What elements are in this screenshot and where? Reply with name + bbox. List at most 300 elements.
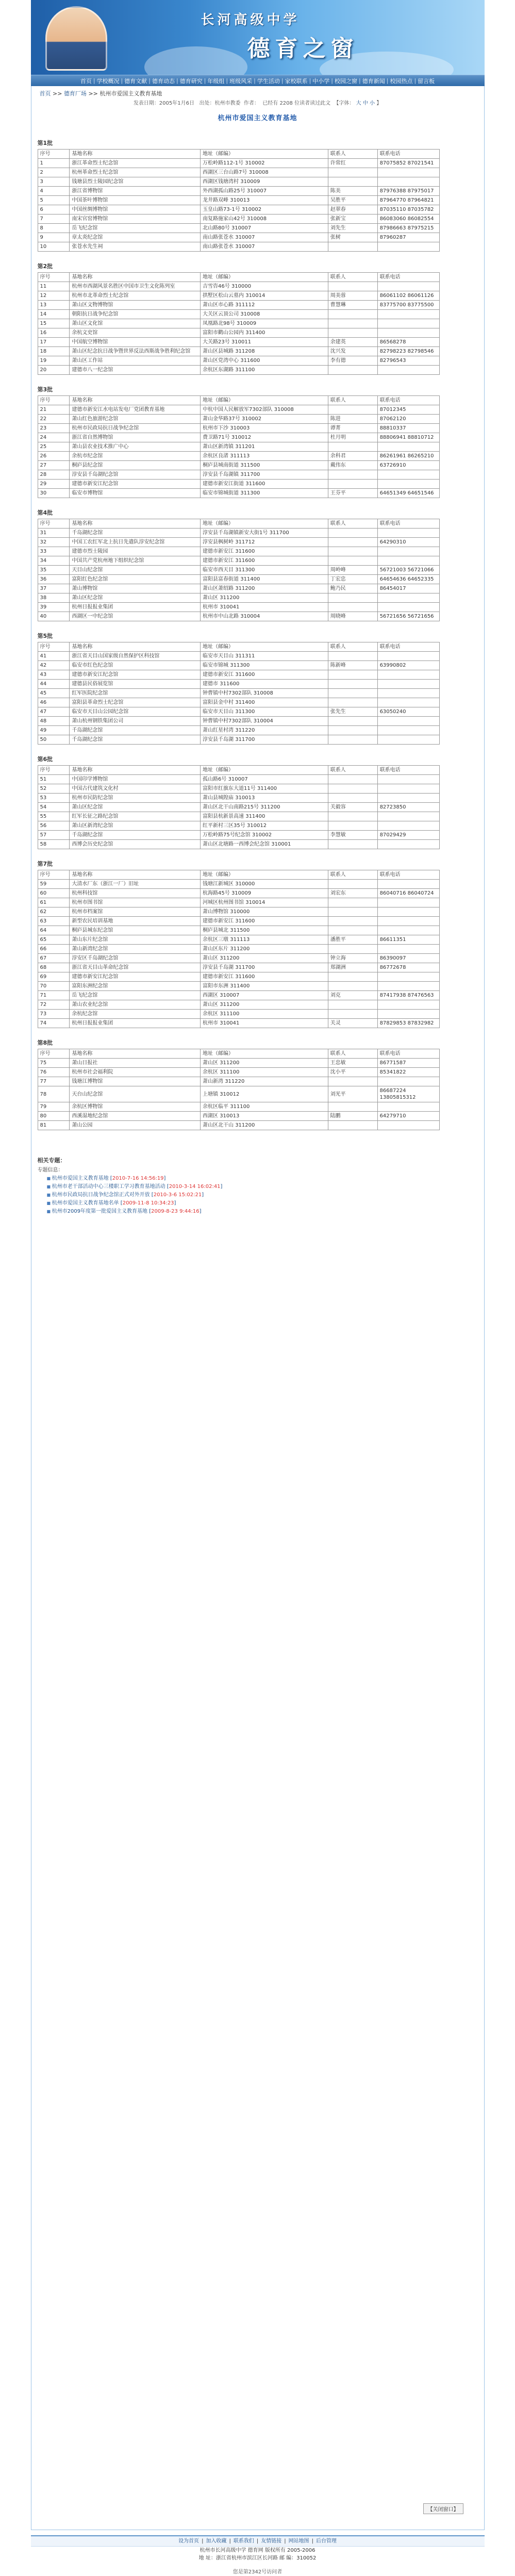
table-cell: 建德市八一纪念馆 bbox=[70, 366, 201, 375]
table-cell bbox=[328, 812, 377, 821]
table-cell bbox=[377, 168, 439, 177]
table-cell: 81 bbox=[38, 1121, 70, 1130]
table-cell: 淳安县枫树岭 311712 bbox=[201, 538, 328, 547]
table-row bbox=[38, 784, 439, 794]
table-cell bbox=[377, 282, 439, 291]
table-cell: 新型农民培训基地 bbox=[70, 917, 201, 926]
table-header-row bbox=[38, 870, 439, 880]
table-cell: 西溪湿地纪念馆 bbox=[70, 1112, 201, 1121]
table-cell: 27 bbox=[38, 461, 70, 470]
footer-address: 地 址：浙江省杭州市滨江区长河路 邮 编：310052 bbox=[198, 2555, 317, 2561]
table-row bbox=[38, 1068, 439, 1077]
related-item-text[interactable]: 杭州市爱国主义教育基地名单 bbox=[52, 1200, 119, 1206]
table-cell: 潘胜平 bbox=[328, 935, 377, 945]
table-header-row bbox=[38, 1049, 439, 1059]
table-row bbox=[38, 187, 439, 196]
table-cell: 47 bbox=[38, 707, 70, 717]
related-item[interactable]: ■ 杭州市民政局抗日战争纪念馆正式对外开放 [2010-3-6 15:02:21] bbox=[47, 1191, 478, 1199]
table-cell bbox=[328, 840, 377, 849]
table-cell: 浙江革命烈士纪念馆 bbox=[70, 159, 201, 168]
nav-item[interactable]: 德育文献 bbox=[124, 77, 147, 85]
related-item[interactable]: ■ 杭州市老干部活动中心三楼职工学习教育基地活动 [2010-3-14 16:02:41] bbox=[47, 1183, 478, 1191]
table-cell: 56 bbox=[38, 821, 70, 831]
table-cell bbox=[328, 917, 377, 926]
table-cell: 钟曹镇中村7302部队 310004 bbox=[201, 717, 328, 726]
table-cell: 南山路张苍水 310007 bbox=[201, 242, 328, 252]
table-cell: 42 bbox=[38, 661, 70, 670]
table-cell: 80 bbox=[38, 1112, 70, 1121]
table-row bbox=[38, 566, 439, 575]
nav-item[interactable]: 德育动态 bbox=[152, 77, 175, 85]
table-cell: 中国工农红军北上抗日先遣队淳安纪念馆 bbox=[70, 538, 201, 547]
table-cell: 24 bbox=[38, 433, 70, 442]
table-cell: 萧山公园 bbox=[70, 1121, 201, 1130]
table-row bbox=[38, 1000, 439, 1010]
table-cell: 54 bbox=[38, 803, 70, 812]
table-cell: 桐庐县纪念馆 bbox=[70, 461, 201, 470]
related-item[interactable]: ■ 杭州市爱国主义教育基地名单 [2009-11-8 10:34:23] bbox=[47, 1199, 478, 1208]
table-cell: 钟立海 bbox=[328, 954, 377, 963]
table-cell: 萧山红色旅游纪念馆 bbox=[70, 415, 201, 424]
related-item[interactable]: ■ 杭州市爱国主义教育基地 [2010-7-16 14:56:19] bbox=[47, 1175, 478, 1183]
table-cell: 临安市天目山 311300 bbox=[201, 707, 328, 717]
table-row bbox=[38, 726, 439, 735]
table-cell: 张先生 bbox=[328, 707, 377, 717]
table-row bbox=[38, 328, 439, 338]
table-cell: 中国古代建筑文化村 bbox=[70, 784, 201, 794]
table-cell bbox=[377, 319, 439, 328]
table-row bbox=[38, 442, 439, 452]
table-cell: 44 bbox=[38, 680, 70, 689]
table-header-cell: 联系电话 bbox=[377, 396, 439, 405]
table-cell: 杜月明 bbox=[328, 433, 377, 442]
table-cell: 75 bbox=[38, 1059, 70, 1068]
table-cell: 沈小平 bbox=[328, 1068, 377, 1077]
table-cell: 69 bbox=[38, 972, 70, 982]
nav-separator: | bbox=[93, 77, 95, 84]
related-item-text[interactable]: 杭州市2009年度第一批爱国主义教育基地 bbox=[52, 1209, 148, 1214]
table-cell: 沈兴发 bbox=[328, 347, 377, 356]
table-row bbox=[38, 982, 439, 991]
table-cell bbox=[328, 319, 377, 328]
table-cell: 天目山纪念馆 bbox=[70, 566, 201, 575]
table-cell bbox=[328, 880, 377, 889]
table-row bbox=[38, 1102, 439, 1112]
table-row bbox=[38, 917, 439, 926]
header-banner bbox=[31, 0, 485, 75]
table-cell: 吴胜平 bbox=[328, 196, 377, 205]
table-cell bbox=[377, 972, 439, 982]
table-cell: 凤凰路北98号 310009 bbox=[201, 319, 328, 328]
table-cell: 富阳红色纪念馆 bbox=[70, 575, 201, 584]
table-cell: 钟曹镇中村7302部队 310008 bbox=[201, 689, 328, 698]
close-window-button[interactable]: 【关闭窗口】 bbox=[423, 2503, 463, 2514]
nav-item[interactable]: 家校联系 bbox=[285, 77, 308, 85]
table-cell: 千岛湖纪念馆 bbox=[70, 735, 201, 745]
table-header-cell: 联系人 bbox=[328, 519, 377, 529]
nav-item[interactable]: 学校概况 bbox=[96, 77, 120, 85]
table-cell: 88810337 bbox=[377, 424, 439, 433]
table-header-row bbox=[38, 766, 439, 775]
related-item[interactable]: ■ 杭州市2009年度第一批爱国主义教育基地 [2009-8-23 9:44:16] bbox=[47, 1208, 478, 1216]
table-cell: 56721656 56721656 bbox=[377, 612, 439, 621]
table-cell: 临安市锦城街道 311300 bbox=[201, 489, 328, 498]
table-cell bbox=[377, 735, 439, 745]
table-cell bbox=[377, 926, 439, 935]
table-cell: 86040716 86040724 bbox=[377, 889, 439, 898]
table-cell bbox=[377, 784, 439, 794]
table-cell: 富阳县金中村 311400 bbox=[201, 698, 328, 707]
crumb-sep: >> bbox=[88, 90, 98, 97]
table-cell bbox=[377, 670, 439, 680]
table-cell bbox=[377, 717, 439, 726]
table-cell: 建德市新安江纪念馆 bbox=[70, 972, 201, 982]
table-cell: 萧山金华路37号 310002 bbox=[201, 415, 328, 424]
table-cell bbox=[377, 794, 439, 803]
breadcrumb bbox=[38, 89, 478, 98]
table-cell: 37 bbox=[38, 584, 70, 593]
table-cell: 49 bbox=[38, 726, 70, 735]
table-cell: 杭州市 310041 bbox=[201, 603, 328, 612]
table-cell: 64654636 64652335 bbox=[377, 575, 439, 584]
table-cell: 萧山县城隍庙 310013 bbox=[201, 794, 328, 803]
table-cell: 11 bbox=[38, 282, 70, 291]
crumb-home[interactable]: 首页 bbox=[39, 90, 51, 97]
table-row bbox=[38, 480, 439, 489]
table-header-cell: 基地名称 bbox=[70, 766, 201, 775]
table-cell bbox=[328, 1121, 377, 1130]
nav-separator: | bbox=[121, 77, 123, 84]
table-cell: 86061102 86061126 bbox=[377, 291, 439, 301]
table-cell: 萧山区 311200 bbox=[201, 954, 328, 963]
table-cell: 西湖区三台山路7号 310008 bbox=[201, 168, 328, 177]
table-cell: 红军长征之路纪念馆 bbox=[70, 812, 201, 821]
table-cell bbox=[328, 698, 377, 707]
table-cell: 杭州市中山北路 310004 bbox=[201, 612, 328, 621]
table-cell: 46 bbox=[38, 698, 70, 707]
table-cell bbox=[377, 593, 439, 603]
table-header-cell: 基地名称 bbox=[70, 519, 201, 529]
table-cell: 86772678 bbox=[377, 963, 439, 972]
related-item-text[interactable]: 杭州市爱国主义教育基地 bbox=[52, 1176, 109, 1181]
table-cell bbox=[328, 680, 377, 689]
table-cell bbox=[328, 982, 377, 991]
table-cell bbox=[328, 593, 377, 603]
table-cell: 41 bbox=[38, 652, 70, 661]
table-cell: 中国航空博物馆 bbox=[70, 338, 201, 347]
table-cell: 吉雪咨46号 310000 bbox=[201, 282, 328, 291]
base-table bbox=[38, 765, 440, 849]
footer-link[interactable]: 友情链接 bbox=[261, 2538, 282, 2544]
footer-link[interactable]: 加入收藏 bbox=[206, 2538, 227, 2544]
table-header-cell: 序号 bbox=[38, 273, 70, 282]
table-cell: 36 bbox=[38, 575, 70, 584]
table-cell: 钱塘江新城区 310000 bbox=[201, 880, 328, 889]
font-size-end: 】 bbox=[376, 101, 382, 106]
font-small-link[interactable]: 小 bbox=[370, 101, 375, 106]
table-row bbox=[38, 575, 439, 584]
table-cell bbox=[328, 310, 377, 319]
related-item-date: 2010-3-14 16:02:41 bbox=[169, 1184, 221, 1190]
table-cell: 萧山东片纪念馆 bbox=[70, 935, 201, 945]
table-cell bbox=[328, 775, 377, 784]
table-cell: 南宋官窑博物馆 bbox=[70, 214, 201, 224]
table-cell: 萧山博物馆 310000 bbox=[201, 907, 328, 917]
table-cell bbox=[328, 328, 377, 338]
table-row bbox=[38, 461, 439, 470]
table-cell: 萧山新湾 311220 bbox=[201, 1077, 328, 1086]
font-large-link[interactable]: 大 bbox=[356, 101, 361, 106]
table-cell: 红平新村三区35号 310012 bbox=[201, 821, 328, 831]
nav-item[interactable]: 德育研究 bbox=[179, 77, 203, 85]
table-cell: 丁宏忠 bbox=[328, 575, 377, 584]
base-table bbox=[38, 642, 440, 745]
table-cell bbox=[328, 547, 377, 556]
nav-separator: | bbox=[309, 77, 311, 84]
table-cell: 淳安县千岛湖纪念馆 bbox=[70, 470, 201, 480]
footer-link[interactable]: 联系我们 bbox=[233, 2538, 254, 2544]
table-cell: 钱塘县烈士陵园纪念馆 bbox=[70, 177, 201, 187]
table-cell: 余杭区 311100 bbox=[201, 1068, 328, 1077]
table-row bbox=[38, 889, 439, 898]
table-cell: 15 bbox=[38, 319, 70, 328]
table-cell: 38 bbox=[38, 593, 70, 603]
table-cell bbox=[328, 972, 377, 982]
table-row bbox=[38, 840, 439, 849]
table-header-cell: 联系电话 bbox=[377, 519, 439, 529]
table-cell: 萧山区新湾纪念馆 bbox=[70, 821, 201, 831]
table-row bbox=[38, 242, 439, 252]
table-cell: 刘光平 bbox=[328, 1086, 377, 1102]
table-row bbox=[38, 177, 439, 187]
nav-item[interactable]: 年级组 bbox=[207, 77, 225, 85]
table-cell: 25 bbox=[38, 442, 70, 452]
table-cell: 57 bbox=[38, 831, 70, 840]
table-cell: 余杭文史馆 bbox=[70, 328, 201, 338]
related-item-text[interactable]: 杭州市老干部活动中心三楼职工学习教育基地活动 bbox=[52, 1184, 165, 1190]
table-cell: 66 bbox=[38, 945, 70, 954]
read-count: 已经有 2208 位读者读过此文 bbox=[262, 101, 331, 106]
table-cell: 萧山区 311200 bbox=[201, 1000, 328, 1010]
table-row bbox=[38, 707, 439, 717]
table-row bbox=[38, 196, 439, 205]
table-cell bbox=[377, 898, 439, 907]
table-cell: 临安市西天目 311300 bbox=[201, 566, 328, 575]
table-row bbox=[38, 538, 439, 547]
table-cell: 建德市新安江 311600 bbox=[201, 917, 328, 926]
table-row bbox=[38, 205, 439, 214]
table-cell: 浙江省天目山国家级自然保护区科技馆 bbox=[70, 652, 201, 661]
table-cell bbox=[328, 821, 377, 831]
main-content bbox=[31, 86, 485, 2530]
table-cell: 70 bbox=[38, 982, 70, 991]
table-header-cell: 联系人 bbox=[328, 766, 377, 775]
table-cell: 86083060 86082554 bbox=[377, 214, 439, 224]
table-cell: 64290310 bbox=[377, 538, 439, 547]
table-cell: 杭海路45号 310009 bbox=[201, 889, 328, 898]
table-cell: 萧山日报社 bbox=[70, 1059, 201, 1068]
table-cell: 陈新峰 bbox=[328, 661, 377, 670]
table-row bbox=[38, 470, 439, 480]
table-cell bbox=[377, 547, 439, 556]
table-cell: 杭州市西湖风景名胜区中国市卫生文化陈列室 bbox=[70, 282, 201, 291]
table-cell: 杭州市档案馆 bbox=[70, 907, 201, 917]
table-cell: 86568278 bbox=[377, 338, 439, 347]
footer-link[interactable]: 后台管理 bbox=[315, 2538, 337, 2544]
nav-item[interactable]: 校园之窗 bbox=[335, 77, 358, 85]
nav-separator: | bbox=[281, 77, 284, 84]
table-row bbox=[38, 159, 439, 168]
nav-item[interactable]: 德育新闻 bbox=[362, 77, 385, 85]
table-cell: 中国共产党杭州地下组织纪念馆 bbox=[70, 556, 201, 566]
table-cell: 杭州日报报业集团 bbox=[70, 603, 201, 612]
table-cell: 77 bbox=[38, 1077, 70, 1086]
table-cell: 87964770 87964821 bbox=[377, 196, 439, 205]
table-row bbox=[38, 319, 439, 328]
base-table bbox=[38, 272, 440, 375]
table-header-cell: 基地名称 bbox=[70, 396, 201, 405]
table-cell bbox=[328, 926, 377, 935]
table-cell bbox=[377, 442, 439, 452]
related-item-text[interactable]: 杭州市民政局抗日战争纪念馆正式对外开放 bbox=[52, 1192, 150, 1198]
table-cell: 大清水厂东（浙江一厂）旧址 bbox=[70, 880, 201, 889]
table-row bbox=[38, 926, 439, 935]
table-cell: 62 bbox=[38, 907, 70, 917]
table-header-cell: 联系电话 bbox=[377, 642, 439, 652]
table-cell: 王忠敏 bbox=[328, 1059, 377, 1068]
table-cell bbox=[328, 689, 377, 698]
table-cell bbox=[328, 603, 377, 612]
banner-slogan: 德育之窗 bbox=[247, 36, 359, 62]
table-cell: 萧山区纪念馆 bbox=[70, 593, 201, 603]
table-cell bbox=[328, 898, 377, 907]
table-cell bbox=[328, 907, 377, 917]
table-cell: 孤山路6号 310007 bbox=[201, 775, 328, 784]
table-cell: 萧山区纪念馆 bbox=[70, 803, 201, 812]
font-medium-link[interactable]: 中 bbox=[362, 101, 368, 106]
table-cell bbox=[377, 556, 439, 566]
table-cell: 萧山区北塘路一西博会纪念馆 310001 bbox=[201, 840, 328, 849]
table-cell: 19 bbox=[38, 356, 70, 366]
table-cell bbox=[328, 717, 377, 726]
crumb-item[interactable]: 德育厂场 bbox=[63, 90, 87, 97]
batch-title: 第1批 bbox=[37, 140, 53, 146]
table-cell: 中国茶叶博物馆 bbox=[70, 196, 201, 205]
table-row bbox=[38, 1019, 439, 1028]
table-cell: 杭州科技馆 bbox=[70, 889, 201, 898]
table-header-cell: 基地名称 bbox=[70, 150, 201, 159]
table-cell: 萧山区北干山 311200 bbox=[201, 1121, 328, 1130]
table-row bbox=[38, 1112, 439, 1121]
table-cell bbox=[377, 310, 439, 319]
table-cell: 63 bbox=[38, 917, 70, 926]
table-row bbox=[38, 1077, 439, 1086]
table-cell: 63726910 bbox=[377, 461, 439, 470]
table-cell bbox=[377, 945, 439, 954]
table-cell: 86454017 bbox=[377, 584, 439, 593]
table-row bbox=[38, 821, 439, 831]
footer-link[interactable]: 设为首页 bbox=[178, 2538, 200, 2544]
base-table bbox=[38, 1049, 440, 1130]
table-cell: 9 bbox=[38, 233, 70, 242]
table-cell: 87829853 87832982 bbox=[377, 1019, 439, 1028]
table-row bbox=[38, 584, 439, 593]
table-cell: 1 bbox=[38, 159, 70, 168]
table-cell: 西博会历史纪念馆 bbox=[70, 840, 201, 849]
table-cell bbox=[377, 680, 439, 689]
table-header-row bbox=[38, 519, 439, 529]
table-header-cell: 基地名称 bbox=[70, 1049, 201, 1059]
nav-item[interactable]: 留言板 bbox=[418, 77, 435, 85]
table-cell bbox=[377, 821, 439, 831]
top-nav bbox=[31, 75, 485, 86]
table-row bbox=[38, 1059, 439, 1068]
table-cell: 萧山区工作站 bbox=[70, 356, 201, 366]
table-cell: 余科君 bbox=[328, 452, 377, 461]
table-cell: 33 bbox=[38, 547, 70, 556]
table-cell: 51 bbox=[38, 775, 70, 784]
table-row bbox=[38, 338, 439, 347]
table-cell: 萧山区 311200 bbox=[201, 593, 328, 603]
table-cell: 14 bbox=[38, 310, 70, 319]
table-cell: 千岛湖纪念馆 bbox=[70, 831, 201, 840]
table-cell: 萧山区 311200 bbox=[201, 1059, 328, 1068]
footer-link[interactable]: 网站地图 bbox=[288, 2538, 309, 2544]
table-cell bbox=[328, 480, 377, 489]
nav-item[interactable]: 学生活动 bbox=[257, 77, 280, 85]
table-cell: 谭菁 bbox=[328, 424, 377, 433]
table-cell: 63050240 bbox=[377, 707, 439, 717]
table-row bbox=[38, 233, 439, 242]
table-cell: 52 bbox=[38, 784, 70, 794]
table-row bbox=[38, 347, 439, 356]
table-cell: 钱塘江博物馆 bbox=[70, 1077, 201, 1086]
table-cell: 杭州市民政局抗日战争纪念馆 bbox=[70, 424, 201, 433]
table-cell bbox=[377, 917, 439, 926]
table-row bbox=[38, 593, 439, 603]
related-item-date: 2010-3-6 15:02:21 bbox=[153, 1192, 202, 1198]
table-header-cell: 序号 bbox=[38, 150, 70, 159]
table-cell: 7 bbox=[38, 214, 70, 224]
article-title: 杭州市爱国主义教育基地 bbox=[218, 114, 297, 122]
table-cell: 2 bbox=[38, 168, 70, 177]
table-row bbox=[38, 670, 439, 680]
table-cell bbox=[377, 1121, 439, 1130]
related-list bbox=[47, 1175, 478, 1216]
banner-portrait bbox=[45, 6, 107, 71]
nav-item[interactable]: 班级风采 bbox=[229, 77, 253, 85]
table-cell bbox=[328, 168, 377, 177]
table-cell: 临安市天目山 311311 bbox=[201, 652, 328, 661]
table-cell: 56721003 56721066 bbox=[377, 566, 439, 575]
nav-item[interactable]: 中小学 bbox=[312, 77, 330, 85]
batch-section bbox=[38, 261, 478, 375]
nav-separator: | bbox=[414, 77, 417, 84]
table-cell: 12 bbox=[38, 291, 70, 301]
table-cell: 32 bbox=[38, 538, 70, 547]
table-cell: 富阳市东洲 311400 bbox=[201, 982, 328, 991]
nav-item[interactable]: 首页 bbox=[80, 77, 92, 85]
nav-item[interactable]: 校园热点 bbox=[390, 77, 413, 85]
table-cell bbox=[377, 480, 439, 489]
table-cell: 87976388 87975017 bbox=[377, 187, 439, 196]
table-cell: 淳安区千岛湖纪念馆 bbox=[70, 954, 201, 963]
table-row bbox=[38, 291, 439, 301]
table-header-cell: 联系人 bbox=[328, 273, 377, 282]
table-cell: 萧山区文化馆 bbox=[70, 319, 201, 328]
table-cell bbox=[377, 242, 439, 252]
table-row bbox=[38, 972, 439, 982]
